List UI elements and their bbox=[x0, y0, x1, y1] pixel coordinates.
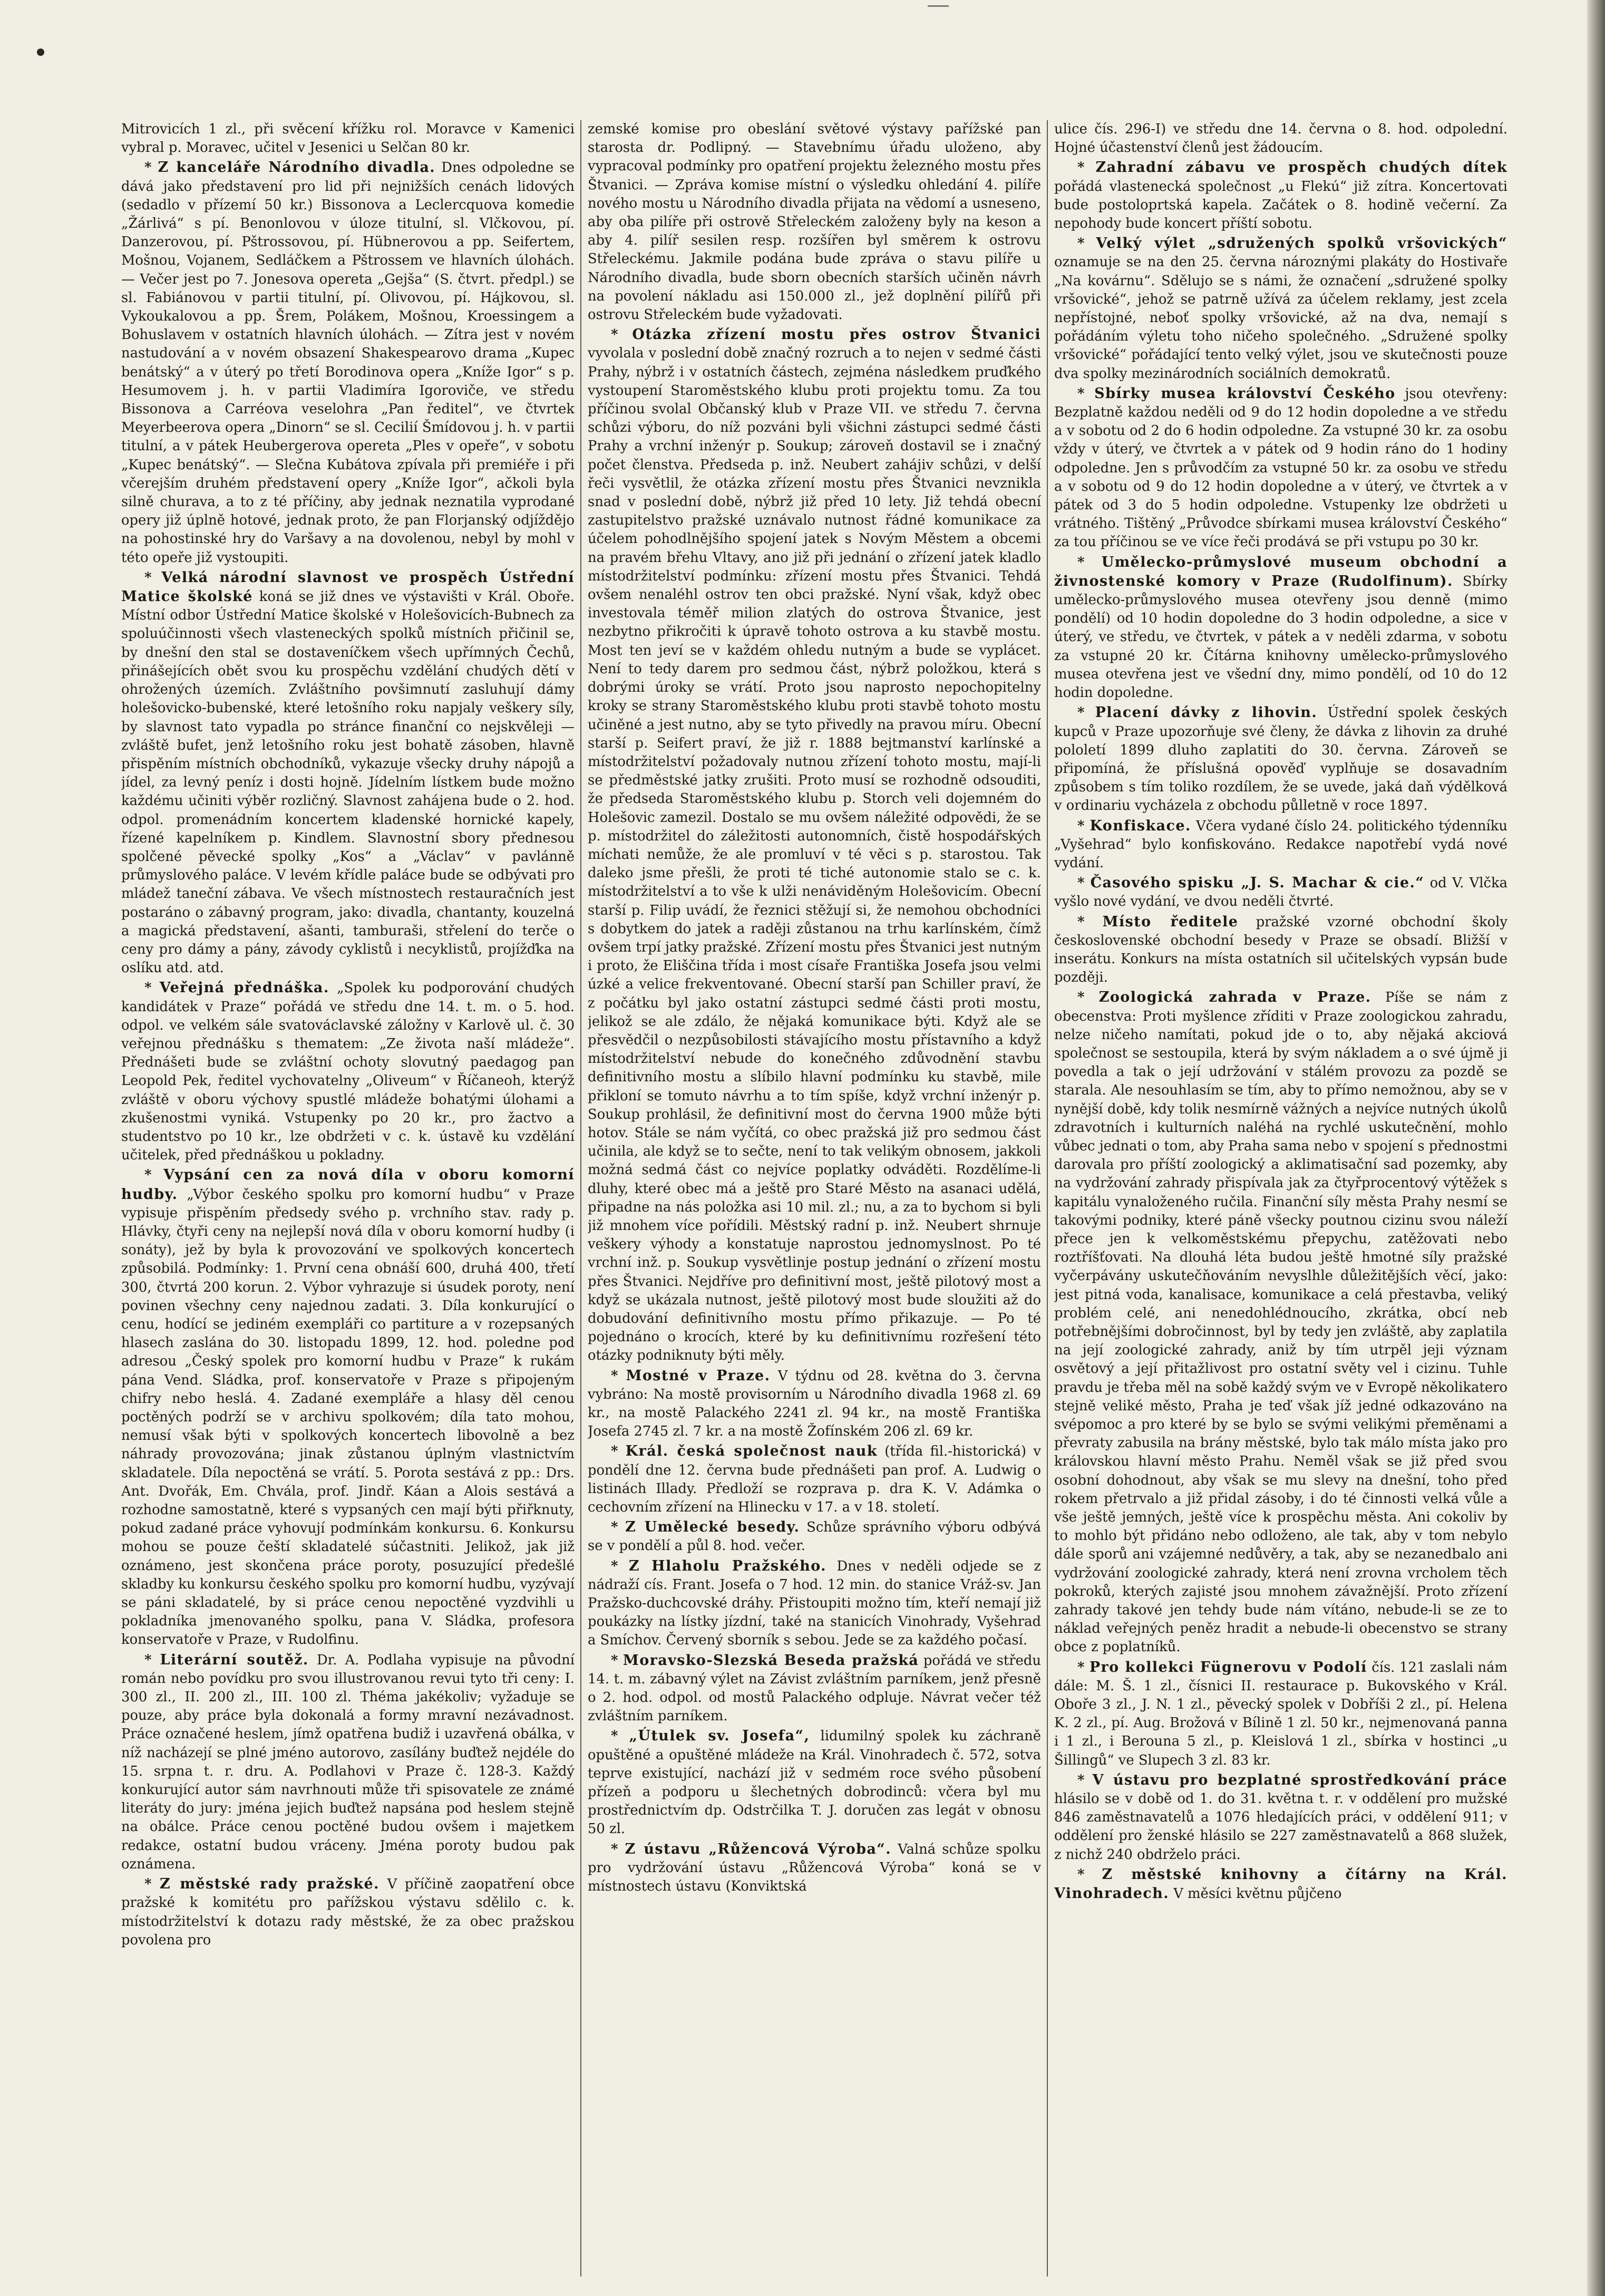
article-text: oznamuje se na den 25. června nároznými plakáty do Hostivaře „Na kovárnu“. Sdělujo se s námi, že označení „sdružené spolky vršovické“, jehož se patrně užívá za účelem reklamy, jest zcela nepřístojné, neboť spolky vršovické, až na dva, nemají s pořádáním výletu toho ničeho společného. „Sdružené spolky vršovické“ pořádající tento velký výlet, jsou ve skutečnosti pouze dva spolky mezinárodních sociálních demokratů. bbox=[1054, 254, 1507, 382]
article-headline: Velký výlet „sdružených spolků vršovických“ bbox=[1096, 235, 1507, 252]
article-text: V měsíci květnu půjčeno bbox=[1173, 1886, 1342, 1902]
article-text: od V. Vlčka vyšlo nové vydání, ve dvou neděli čtvrté. bbox=[1054, 875, 1507, 910]
article-text: čís. 121 zaslali nám dále: M. Š. 1 zl., čísnici II. restaurace p. Bukovského v Král. Oboře 3 zl., J. N. 1 zl., pěvecký spolek v Dobříši 2 zl., pí. Helena K. 2 zl., pí. Aug. Brožová v Bílině 1 zl. 50 kr., nejmenovaná panna i 1 zl., i Berouna 5 zl., p. Kleislová 1 zl., sbírka v hostinci „u Šillingů“ ve Slupech 3 zl. 83 kr. bbox=[1054, 1659, 1507, 1768]
asterisk-mark: * bbox=[611, 1368, 626, 1384]
asterisk-mark: * bbox=[1077, 818, 1090, 834]
article-text: lidumilný spolek ku záchraně opuštěné a opuštěné mládeže na Král. Vinohradech č. 572, sotva teprve existující, nachází již v sedmém roce svého působení přízeň a podporu u šlechetných dobrodinců: včera byl mu prostřednictvím dp. Odstrčilka T. J. doručen zas legát v obnosu 50 zl. bbox=[588, 1728, 1041, 1837]
article-text: pražské vzorné obchodní školy československé obchodní besedy v Praze se obsadí. Bližší v inserátu. Konkurs na místa ostatních sil učitelských vypsán bude později. bbox=[1054, 914, 1507, 986]
article bbox=[121, 568, 575, 977]
article-headline: Z Umělecké besedy. bbox=[625, 1519, 800, 1536]
article-headline: Pro kollekci Fügnerovu v Podolí bbox=[1089, 1659, 1367, 1675]
article-headline: Z kanceláře Národního divadla. bbox=[158, 159, 436, 176]
article-text: pořádá vlastenecká společnost „u Flekú“ již zítra. Koncertovati bude postoloprtská kapela. Začátek o 8. hodině večerní. Za nepohody bude koncert příští sobotu. bbox=[1054, 178, 1507, 232]
article-headline: Místo ředitele bbox=[1102, 913, 1239, 930]
asterisk-mark: * bbox=[1077, 914, 1103, 930]
article bbox=[588, 1557, 1041, 1650]
article-headline: Veřejná přednáška. bbox=[159, 980, 329, 996]
asterisk-mark: * bbox=[144, 569, 162, 586]
article-text: zemské komise pro obeslání světové výstavy pařížské pan starosta dr. Podlipný. — Stavebnímu úřadu uloženo, aby vypracoval podmínky pro opatření projektu železného mostu přes Štvanici. — Zpráva komise místní o výsledku ohledání 4. pilíře nového mostu u Národního divadla přijata na vědomí a usneseno, aby oba pilíře při ostrově Střeleckém založeny byly na keson a aby 4. pilíř sesilen resp. rozšířen byl směrem k ostrovu Střeleckému. Jakmile podána bude zpráva o stavu pilíře u Národního divadla, bude sborn obecních starších učiněn návrh na povolení nákladu asi 150.000 zl., jež doplnění pilířů při ostrovu Střeleckém bude vyžadovati. bbox=[588, 121, 1041, 323]
article bbox=[1054, 913, 1507, 987]
article-headline: Zahradní zábavu ve prospěch chudých dítek bbox=[1095, 159, 1507, 176]
article bbox=[588, 1727, 1041, 1838]
asterisk-mark: * bbox=[144, 160, 158, 176]
article bbox=[1054, 874, 1507, 911]
asterisk-mark: * bbox=[1077, 990, 1099, 1006]
asterisk-mark: * bbox=[1077, 554, 1102, 570]
asterisk-mark: * bbox=[1077, 875, 1091, 892]
article bbox=[588, 325, 1041, 1365]
article-text: Píše se nám z obecenstva: Proti myšlence zříditi v Praze zoologickou zahradu, nelze ničeho namítati, pokud jde o to, aby nějaká akciová společnost se sestoupila, která by svým nákladem a o své újmě ji povedla a tak o její udržování v stálém provozu za pozdě se starala. Ale nesouhlasím se tím, aby to přímo nemožnou, aby se v nynější době, kdy tolik nesmírně vážných a nejvíce nutných úkolů zdravotních i kulturních naléhá na rychlé uskutečnění, mohlo vůbec jednati o tom, aby Praha sama nebo v spojení s přednostmi darovala pro příští zoologický a aklimatisační sad pozemky, aby na vydržování zahrady přispívala jak za čtyřprocentový výtěžek s kapitálu vynaloženého ručila. Finanční síly města Prahy nesmí se takovými podniky, které páně všecky poutnou cizinu svou náleží přece jen k velkoměstskému přepychu, zatěžovati nebo roztříšťovati. Na dlouhá léta budou ještě hmotné síly pražské vyčerpávány uskutečňováním nevyslhle důležitějších věcí, jako: jest pitná voda, kanalisace, komunikace a celá přestavba, veliký problém celé, ani nenedohlédnoucího, zkrátka, obcí neb potřebnějšími dobročinnost, byl by tedy jen zvláště, aby zaplatila na její zoologické zahrady, aniž by tím utrpěl jeji význam osvětový a její přitažlivost pro ostatní světy vel i cizinu. Tuhle pravdu je třeba měl na sobě každý svým ve v Evropě několikatero stejně veliké město, Praha je teď však jíž jedné odkazováno na svépomoc a pro které by se bylo se svými velikými přeměnami a převraty zabusila na brány městské, bylo tak málo místa jako pro královskou hlavní město Prahu. Neměl však se již před svou osobní dohodnout, aby však se mu slevy na dnešní, toho před rokem přetrvalo a již přidal zásoby, i do té činnosti velká vůle a vše ještě jemných, ještě více k prospěchu města. Ani cokoliv by to mohlo být přidáno nebo odloženo, ale tak, aby v tom nebylo dále sporů ani vzájemné nedůvěry, a tak, aby se nezanedbalo ani vydržování zoologické zahrady, která není zrovna vrcholem těch pokroků, kterých zajisté jsou mnohem závažnější. Proto zřízení zahrady takové jen tehdy bude nám vítáno, nebude-li se ze to náklad veřejných peněz hradit a nebude-li obecenstvo se strany obce z poplatníků. bbox=[1054, 990, 1507, 1655]
article-text: Schůze správního výboru odbývá se v pondělí a půl 8. hod. večer. bbox=[588, 1519, 1041, 1554]
article bbox=[588, 1840, 1041, 1896]
article-text: „Spolek ku podporování chudých kandidátek v Praze“ pořádá ve středu dne 14. t. m. o 5. hod. odpol. ve velkém sále svatováclavské záložny v Karlově ul. č. 30 veřejnou přednášku s thematem: „Ze života naší mládeže“. Přednášeti bude se zvláštní ochoty slovutný paedagog pan Leopold Pek, ředitel vychovatelny „Oliveum“ v Říčaneoh, kterýž zvláště v oboru výchovy spustlé mládeže bohatými úlohami a zkušenostmi vyniká. Vstupenky po 20 kr., pro žactvo a studentstvo po 10 kr., lze obdržeti v c. k. ústavě ku vzdělání učitelek, před přednáškou u pokladny. bbox=[121, 980, 575, 1164]
article-text: (třída fil.-historická) v pondělí dne 12. června bude přednášeti pan prof. A. Ludwig o listinách Illady. Předloží se rozprava p. dra K. V. Adámka o cechovním zřízení na Hlinecku v 17. a v 18. století. bbox=[588, 1444, 1041, 1516]
asterisk-mark: * bbox=[144, 980, 160, 996]
article bbox=[588, 1518, 1041, 1555]
article-headline: Z městské knihovny a čítárny na Král. Vinohradech. bbox=[1054, 1866, 1507, 1902]
article bbox=[1054, 234, 1507, 383]
article-text: hlásilo se v době od 1. do 31. května t. r. v oddělení pro mužské 846 zaměstnavatelů a 1076 hledajících práci, v oddělení 911; v oddělení pro ženské hlásilo se 227 zaměstnavatelů a 868 služek, z nichž 240 obdrželo práci. bbox=[1054, 1791, 1507, 1863]
article-headline: Král. česká společnost nauk bbox=[625, 1443, 878, 1460]
asterisk-mark: * bbox=[611, 1558, 629, 1574]
article-text: jsou otevřeny: Bezplatně každou neděli od 9 do 12 hodin dopoledne a ve středu a v sobotu od 2 do 6 hodin odpoledne. Za vstupné 30 kr. za osobu vždy v úterý, ve čtvrtek a v pátek od 9 hodin ráno do 1 hodiny odpoledne. Jen s průvodčím za vstupné 50 kr. za osobu ve středu a v sobotu od 9 do 12 hodin dopoledne a v úterý, ve čtvrtek a v pátek od 3 do 5 hodin odpoledne. Vstupenky lze obdržeti u vrátného. Tištěný „Průvodce sbírkami musea království Českého“ za tou příčinou se ve více řeči prodává se při vstupu po 30 kr. bbox=[1054, 385, 1507, 550]
article bbox=[121, 1166, 575, 1649]
asterisk-mark: * bbox=[1077, 705, 1095, 721]
article-headline: Velká národní slavnost ve prospěch Ústřední Matice školské bbox=[121, 569, 575, 605]
asterisk-mark: * bbox=[144, 1167, 164, 1184]
article-text: V příčině zaopatření obce pražské k komitétu pro pařížskou výstavu sdělilo c. k. místodržitelství k dotazu rady městské, že za obec pražskou povolena pro bbox=[121, 1876, 575, 1948]
article-headline: „Útulek sv. Josefa“, bbox=[629, 1728, 810, 1745]
asterisk-mark: * bbox=[144, 1876, 160, 1893]
article-text: Mitrovicích 1 zl., při svěcení křížku rol. Moravce v Kamenici vybral p. Moravec, učitel v Jesenici u Selčan 80 kr. bbox=[121, 121, 575, 156]
article bbox=[121, 158, 575, 567]
asterisk-mark: * bbox=[611, 1728, 629, 1745]
continued-text bbox=[1054, 120, 1507, 157]
article-text: ulice čís. 296-I) ve středu dne 14. června o 8. hod. odpolední. Hojné účastenství členů jest žádoucím. bbox=[1054, 121, 1507, 156]
asterisk-mark: * bbox=[144, 1652, 160, 1668]
asterisk-mark: * bbox=[1077, 236, 1096, 252]
asterisk-mark: * bbox=[1077, 160, 1096, 176]
asterisk-mark: * bbox=[1077, 1659, 1090, 1675]
article-text: koná se již dnes ve výstavišti v Král. Oboře. Místní odbor Ústřední Matice školské v Holešovicích-Bubnech za spoluúčinnosti všech vlasteneckých spolků místních přičinil se, by dnešní den stal se dostaveníčkem všech upřímných Čechů, přinášejících obět svou ku prospěchu vzdělání chudých dětí v ohrožených územích. Zvláštního povšimnutí zasluhují dámy holešovicko-bubenské, které letošního roku napjaly veškery síly, by slavnost tato vypadla po stránce finanční co nejskvěleji — zvláště bufet, jenž letošního roku jest bohatě zásoben, hlavně přispěním místních obchodníků, vykazuje všecky druhy nápojů a jídel, za levný peníz i dosti hojně. Jídelním lístkem bude možno každému učiniti výběr rozličný. Slavnost zahájena bude o 2. hod. odpol. promenádním koncertem kladenské hornické kapely, řízené kapelníkem p. Kindlem. Slavnostní sbory přednesou spolčené pěvecké spolky „Kos“ a „Václav“ v pavlánně průmyslového paláce. V levém křídle paláce bude se odbývati pro mládež taneční zábava. Ve všech místnostech restauračních jest postaráno o zábavný program, jako: divadla, chantanty, kouzelná a magická představení, ašanti, tamburaši, střelení do terče o ceny pro dámy a pány, závody cyklistů i necyklistů, projížďka na oslíku atd. atd. bbox=[121, 589, 575, 976]
article-headline: Z ústavu „Růžencová Výroba“. bbox=[625, 1840, 892, 1857]
column-1 bbox=[121, 120, 575, 2276]
article bbox=[1054, 1771, 1507, 1864]
column-rule bbox=[580, 120, 581, 2276]
article-headline: Vypsání cen za nová díla v oboru komorní hudby. bbox=[121, 1167, 575, 1203]
article-headline: Mostné v Praze. bbox=[626, 1367, 771, 1384]
column-rule bbox=[1047, 120, 1048, 2276]
article-text: Sbírky umělecko-průmyslového musea otevřeny jsou denně (mimo pondělí) od 10 hodin dopoledne do 3 hodin odpoledne, a sice v úterý, ve středu, ve čtvrtek, v pátek a v neděli zdarma, v sobotu za vstupné 20 kr. Čítárna knihovny umělecko-průmyslového musea otevřena jest ve všední dny, mimo pondělí, od 10 do 12 hodin dopoledne. bbox=[1054, 573, 1507, 701]
article bbox=[1054, 988, 1507, 1656]
asterisk-mark: * bbox=[611, 327, 633, 343]
article bbox=[121, 1651, 575, 1874]
article-headline: V ústavu pro bezplatné sprostředkování práce bbox=[1092, 1771, 1507, 1788]
asterisk-mark: * bbox=[611, 1652, 623, 1669]
article-headline: Časového spisku „J. S. Machar & cie.“ bbox=[1090, 875, 1425, 892]
article bbox=[121, 1875, 575, 1950]
article-text: vyvolala v poslední době značný rozruch a to nejen v sedmé části Prahy, nýbrž i v ostatních částech, zejména následkem pruďkého vystoupení Staroměstského klubu proti projektu tomu. Za tou příčinou svolal Občanský klub v Praze VII. ve středu 7. června schůzi výboru, do níž pozváni byli všichni zástupci sedmé části Prahy a vrchní inženýr p. Soukup; zároveň dostavil se i značný počet členstva. Předseda p. inž. Neubert zahájiv schůzi, v delší řeči vysvětlil, že otázka zřízení mostu přes Štvanici nevznikla snad v poslední době, nýbrž již před 10 lety. Již tehdá obecní zastupitelstvo pražské uznávalo nutnost řádné komunikace za účelem pohodlnějšího spojení jatek s Novým Městem a obcemi na pravém břehu Vltavy, ano již při jednání o zřízení jatek kladlo místodržitelství podmínku: zřízení mostu přes Štvanici. Tehdá ovšem nenaléhl ostrov ten obci pražské. Nyní však, když obec investovala téměř milion zlatých do ostrova Štvanice, jest nezbytno přikročiti k úpravě tohoto ostrova a ku stavbě mostu. Most ten jeví se v každém ohledu nutným a bude se vyplácet. Není to tedy darem pro sedmou část, nýbrž položkou, která s dobrými úroky se vrátí. Proto jsou naprosto nepochopitelny kroky se strany Staroměstského klubu proti stavbě tohoto mostu učiněné a jest nutno, aby se tyto přivedly na pravou míru. Obecní starší p. Seifert praví, že již r. 1888 bejtmanství karlínské a místodržitelství požadovaly nutnou zřízení tohoto mostu, mají-li se předměstské jatky zrušiti. Proto musí se rozhodně odsouditi, že předseda Staroměstského klubu p. Storch veli dojemném do Holešovic zamezil. Dostalo se mu ovšem náležité odpovědi, že se p. místodržitel do záležitosti autonomních, čistě hospodářských míchati nemůže, že ale promluví v té věci s p. starostou. Tak daleko jsme přešli, že proti té tiché autonomie stalo se c. k. místodržitelství a to vše k ulži nenáviděným Holešovicím. Obecní starší p. Filip uvádí, že řeznici stěžují si, že nemohou obchodníci s dobytkem do jatek a raději zůstanou na trhu karlínském, čímž ovšem trpí jatky pražské. Zřízení mostu přes Štvanici jest nutným i proto, že Eliščina třída i most císaře Františka Josefa jsou velmi úzké a velice frekventované. Obecní starší pan Schiller praví, že z počátku byl jako ostatní zástupci sedmé části proti mostu, jelikož se ale zdálo, že nějaká komunikace býti. Když ale se přesvědčil o nezpůsobilosti stávajícího mostu přístavního a když místodržitelství nebude do konečného zdůvodnění stavbu definitivního mostu a slíbilo hlavní podmínku ku stavbě, mile přikloní se tomuto návrhu a to tím spíše, když vrchní inženýr p. Soukup prohlásil, že definitivní most do června 1900 může býti hotov. Stále se nám vyčítá, co obec pražská již pro sedmou část učinila, ale když se to sečte, není to tak velikým obnosem, jakkoli možná sedmá část co nejvíce poplatky odváděti. Rozdělíme-li dluhy, které obec má a ještě pro Staré Město na asanaci udělá, připadne na nás položka asi 10 mil. zl.; nu, a za to bychom si byli již mnohem více pořídili. Městský radní p. inž. Neubert shrnuje veškery výhody a konstatuje naprostou jednomyslnost. Po té vrchní inž. p. Soukup vysvětlinje postup jednání o zřízení mostu přes Štvanici. Nejdříve pro definitivní most, ještě pilotový most a když se ukázala nutnost, ještě pilotový most bude sloužiti až do dobudování definitivního mostu přímo přikazuje. — Po té pojednáno o krocích, které by ku definitivnímu rozřešení této otázky podniknuty býti měly. bbox=[588, 345, 1041, 1364]
asterisk-mark: * bbox=[1077, 385, 1095, 402]
article bbox=[588, 1651, 1041, 1726]
article bbox=[1054, 1658, 1507, 1770]
article bbox=[588, 1367, 1041, 1441]
article-text: Dnes odpoledne se dává jako představení pro lid při nejnižších cenách lidových (sedadlo v přízemí 50 kr.) Bissonova a Leclercquova komedie „Žárlivá“ s pí. Benonlovou v úloze titulní, sl. Vlčkovou, pí. Danzerovou, pí. Pštrossovou, pí. Hübnerovou a pp. Seifertem, Mošnou, Vojanem, Sedláčkem a Pštrossem ve hlavních úlohách. — Večer jest po 7. Jonesova opereta „Gejša“ (S. čtvrt. předpl.) se sl. Fabiánovou v partii titulní, pí. Olivovou, pí. Hájkovou, sl. Vykoukalovou a pp. Šrem, Polákem, Mošnou, Kroessingem a Bohuslavem v ostatních hlavních úlohách. — Zítra jest v novém nastudování a v novém obsazení Shakespearovo drama „Kupec benátský“ a v úterý po třetí Borodinova opera „Kníže Igor“ s p. Hesumovem j. h. v partii Vladimíra Igoroviče, ve středu Bissonova a Carréova veselohra „Pan ředitel“, ve čtvrtek Meyerbeerova opera „Dinorn“ se sl. Cecilií Šmídovou j. h. v partii titulní, a v pátek Heubergerova opereta „Ples v opeře“, v sobotu „Kupec benátský“. — Slečna Kubátova zpívala při premiéře i při včerejším druhém představení opery „Kníže Igor“, ačkoli byla silně churava, a to z té příčiny, aby jednak neznatila vyprodané opery již úplně hotové, jednak proto, že pan Florjanský odjíždějo na pohostinské hry do Varšavy a na dovolenou, nebyl by mohl v této opeře již vystoupiti. bbox=[121, 160, 575, 566]
article-text: Ústřední spolek českých kupců v Praze upozorňuje své členy, že dávka z lihovin za druhé pololetí 1899 dluho zaplatiti do 30. června. Zároveň se připomíná, že příslušná opověď vyplňuje se dosavadním způsobem s tím toliko rozdílem, že se uvede, jaká daň výdělková v ordinariu vycházela z obchodu půlletně v roce 1897. bbox=[1054, 705, 1507, 814]
article-headline: Umělecko-průmyslové museum obchodní a živnostenské komory v Praze (Rudolfinum). bbox=[1054, 554, 1507, 589]
article-text: Dr. A. Podlaha vypisuje na původní román nebo povídku pro svou illustrovanou revui tyto tři ceny: I. 300 zl., II. 200 zl., III. 100 zl. Théma jakékoliv; vyžaduje se pouze, aby práce byla dokonalá a formy mravní nezávadnost. Práce označené heslem, jímž opatřena budiž i uzavřená obálka, v níž nacházejí se plné jméno autorovo, zasílány buďtež nejdéle do 15. srpna t. r. dru. A. Podlahovi v Praze č. 128-3. Každý konkurující autor sám navrhnouti může tři spisovatele ze známé literáty do jury: jména jejich buďtež napsána pod heslem stejně na obálce. Práce cenou poctěné budou ovšem i majetkem redakce, ostatní budou vráceny. Jména poroty budou pak oznámena. bbox=[121, 1652, 575, 1872]
continued-text bbox=[588, 120, 1041, 324]
asterisk-mark: * bbox=[1077, 1772, 1093, 1788]
article-text: „Výbor českého spolku pro komorní hudbu“ v Praze vypisuje přispěním předsedy svého p. vrchního stav. rady p. Hlávky, čtyři ceny na nejlepší nová díla v oboru komorní hudby (i sonáty), jež by byla k provozování ve spolkových koncertech způsobilá. Podmínky: 1. První cena obnáší 600, druhá 400, třetí 300, čtvrtá 200 korun. 2. Výbor vyhrazuje si úsudek poroty, není povinen všechny ceny najednou zadati. 3. Díla konkurující o cenu, hodící se jediném exempláři co partiture a v rozepsaných hlasech zaslána do 30. listopadu 1899, 12. hod. poledne pod adresou „Český spolek pro komorní hudbu v Praze“ k rukám pána Vend. Sládka, prof. konservatoře v Praze s připojeným chifry nebo heslá. 4. Zadané exempláře a hlasy děl cenou poctěných podrží se v archivu spolkovém; díla tato mohou, nemusí však býti v spolkových koncertech libovolně a bez náhrady provozována; jinak zůstanou úplným vlastnictvím skladatele. Díla nepoctěná se vrátí. 5. Porota sestává z pp.: Drs. Ant. Dvořák, Em. Chvála, prof. Jindř. Káan a Alois sestává a rozhodne samostatně, které s vypsaných cen mají býti přiřknuty, pokud zadané práce vyhovují podmínkám konkursu. 6. Konkursu mohou se pouze čeští skladatelé súčastniti. Jelikož, jak již oznámeno, jest skončena práce poroty, posuzující předešlé skladby ku konkursu českého spolku pro komorní hudbu, vyzývají se páni skladatelé, by si práce cenou nepoctěné vyzdvihli u pokladníka jmenovaného spolku, pana V. Sládka, profesora konservatoře v Praze, v Rudolfinu. bbox=[121, 1186, 575, 1648]
article bbox=[1054, 1865, 1507, 1903]
column-2 bbox=[588, 120, 1041, 2276]
article bbox=[1054, 158, 1507, 233]
top-edge-mark bbox=[928, 5, 949, 7]
page-edge-shadow bbox=[1587, 0, 1605, 2296]
article-headline: Otázka zřízení mostu přes ostrov Štvanici bbox=[632, 326, 1041, 343]
article bbox=[1054, 703, 1507, 815]
article-text: pořádá ve středu 14. t. m. zábavný výlet na Závist zvláštním parníkem, jenž přesně o 2. hod. odpol. od mostů Palackého odpluje. Návrat večer též zvláštním parníkem. bbox=[588, 1652, 1041, 1725]
article-headline: Sbírky musea království Českého bbox=[1094, 385, 1396, 402]
article-headline: Placení dávky z lihovin. bbox=[1095, 704, 1318, 721]
article-text: Valná schůze spolku pro vydržování ústavu „Růžencová Výroba“ koná se v místnostech ústavu (Konviktská bbox=[588, 1841, 1041, 1895]
article-text: V týdnu od 28. května do 3. června vybráno: Na mostě provisorním u Národního divadla 1968 zl. 69 kr., na mostě Palackého 2241 zl. 94 kr., na mostě Františka Josefa 2745 zl. 7 kr. a na mostě Žofínském 206 zl. 69 kr. bbox=[588, 1368, 1041, 1440]
article-text: Dnes v neděli odjede se z nádraží cís. Frant. Josefa o 7 hod. 12 min. do stanice Vráž-sv. Jan Pražsko-duchcovské dráhy. Přistoupiti možno tím, kteří nemají již poukázky na lístky jízdní, také na stanicích Vinohrady, Vyšehrad a Smíchov. Červený sborník s sebou. Jede se za každého počasí. bbox=[588, 1558, 1041, 1649]
asterisk-mark: * bbox=[1077, 1866, 1102, 1883]
article bbox=[121, 979, 575, 1165]
asterisk-mark: * bbox=[611, 1519, 626, 1536]
article bbox=[1054, 384, 1507, 552]
article-text: Včera vydané číslo 24. politického týdenníku „Vyšehrad“ bylo konfiskováno. Redakce napotřebí vydá nové vydání. bbox=[1054, 818, 1507, 871]
article-headline: Zoologická zahrada v Praze. bbox=[1098, 989, 1371, 1006]
article-headline: Konfiskace. bbox=[1090, 817, 1191, 834]
article-headline: Literární soutěž. bbox=[160, 1651, 309, 1668]
article bbox=[1054, 553, 1507, 703]
continued-text bbox=[121, 120, 575, 157]
asterisk-mark: * bbox=[611, 1444, 626, 1460]
article-headline: Z Hlaholu Pražského. bbox=[628, 1557, 826, 1574]
asterisk-mark: * bbox=[611, 1841, 625, 1857]
article-headline: Z městské rady pražské. bbox=[159, 1876, 380, 1893]
article-headline: Moravsko-Slezská Beseda pražská bbox=[622, 1652, 919, 1669]
page-dot bbox=[37, 49, 44, 56]
column-3 bbox=[1054, 120, 1507, 2276]
newspaper-columns bbox=[121, 120, 1539, 2276]
article bbox=[588, 1442, 1041, 1517]
article bbox=[1054, 817, 1507, 873]
